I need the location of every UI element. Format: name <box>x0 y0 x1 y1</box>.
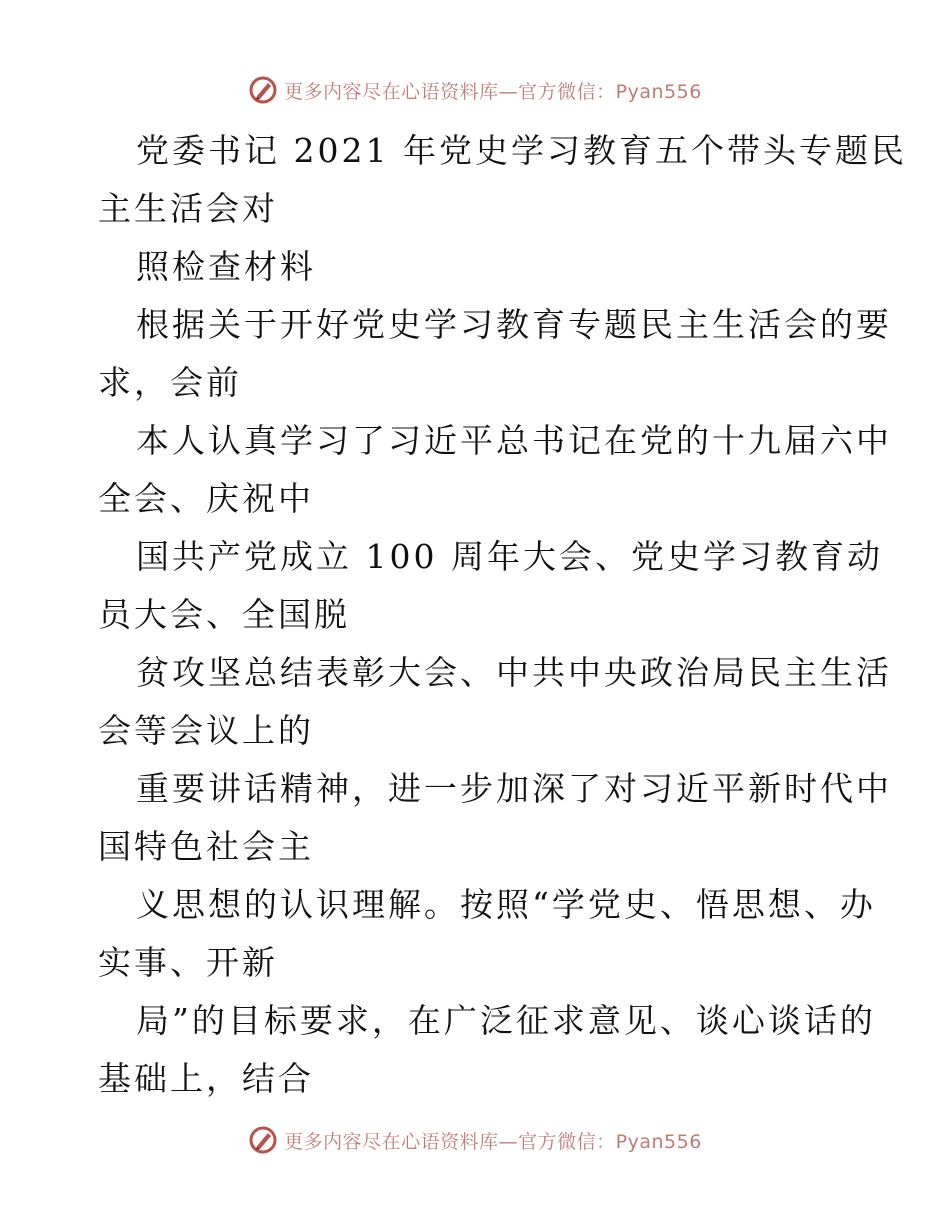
paragraph-line: 重要讲话精神，进一步加深了对习近平新时代中 <box>136 769 892 808</box>
paragraph-line: 国特色社会主 <box>98 827 314 866</box>
pen-logo-icon <box>248 1125 278 1155</box>
watermark-header <box>0 70 950 110</box>
paragraph-line: 求，会前 <box>98 363 242 402</box>
paragraph-line: 基础上，结合 <box>98 1059 314 1098</box>
title-line: 照检查材料 <box>136 247 316 286</box>
title-line: 主生活会对 <box>98 189 278 228</box>
watermark-text: 更多内容尽在心语资料库—官方微信：Pyan556 <box>284 1130 702 1153</box>
watermark-text: 更多内容尽在心语资料库—官方微信：Pyan556 <box>284 80 702 103</box>
paragraph-line: 贫攻坚总结表彰大会、中共中央政治局民主生活 <box>136 653 892 692</box>
paragraph-line: 义思想的认识理解。按照“学党史、悟思想、办 <box>136 885 876 924</box>
document-body <box>98 122 907 1108</box>
title-line: 党委书记 2021 年党史学习教育五个带头专题民 <box>136 131 907 170</box>
paragraph-line: 员大会、全国脱 <box>98 595 350 634</box>
paragraph-line: 会等会议上的 <box>98 711 314 750</box>
watermark-footer <box>0 1120 950 1160</box>
pen-logo-icon <box>248 75 278 105</box>
paragraph-line: 全会、庆祝中 <box>98 479 314 518</box>
paragraph-line: 本人认真学习了习近平总书记在党的十九届六中 <box>136 421 892 460</box>
paragraph-line: 局”的目标要求，在广泛征求意见、谈心谈话的 <box>136 1001 876 1040</box>
paragraph-line: 国共产党成立 100 周年大会、党史学习教育动 <box>136 537 883 576</box>
paragraph-line: 实事、开新 <box>98 943 278 982</box>
paragraph-line: 根据关于开好党史学习教育专题民主生活会的要 <box>136 305 892 344</box>
